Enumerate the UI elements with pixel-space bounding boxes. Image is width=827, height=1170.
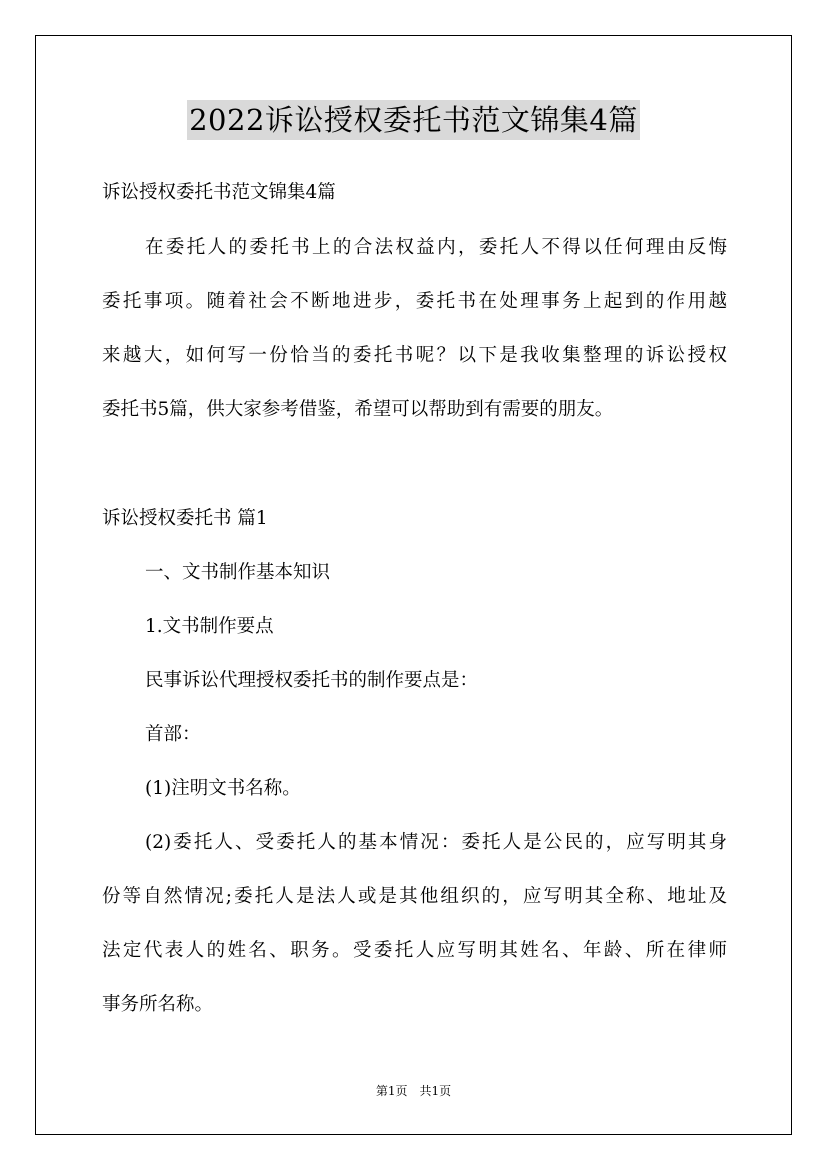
document-title: 2022诉讼授权委托书范文锦集4篇: [187, 100, 640, 140]
key-points-heading: 1.文书制作要点: [145, 616, 274, 637]
header-label: 首部：: [145, 724, 201, 745]
point-1: (1)注明文书名称。: [145, 778, 301, 799]
point-2-line-1: (2)委托人、受委托人的基本情况：委托人是公民的，应写明其身: [145, 832, 727, 853]
intro-line-1: 在委托人的委托书上的合法权益内，委托人不得以任何理由反悔: [145, 237, 727, 258]
key-points-intro: 民事诉讼代理授权委托书的制作要点是：: [145, 670, 479, 691]
section-heading: 诉讼授权委托书 篇1: [102, 508, 268, 529]
intro-line-3: 来越大，如何写一份恰当的委托书呢？以下是我收集整理的诉讼授权: [102, 345, 727, 366]
page-footer: 第1页 共1页: [375, 1084, 452, 1098]
point-2-line-2: 份等自然情况;委托人是法人或是其他组织的，应写明其全称、地址及: [102, 886, 727, 907]
title-container: [0, 100, 827, 140]
point-2-line-4: 事务所名称。: [102, 994, 214, 1015]
intro-line-2: 委托事项。随着社会不断地进步，委托书在处理事务上起到的作用越: [102, 291, 727, 312]
intro-line-4: 委托书5篇，供大家参考借鉴，希望可以帮助到有需要的朋友。: [102, 399, 614, 420]
basic-knowledge-heading: 一、文书制作基本知识: [145, 562, 331, 583]
document-subtitle: 诉讼授权委托书范文锦集4篇: [102, 182, 336, 203]
point-2-line-3: 法定代表人的姓名、职务。受委托人应写明其姓名、年龄、所在律师: [102, 940, 727, 961]
